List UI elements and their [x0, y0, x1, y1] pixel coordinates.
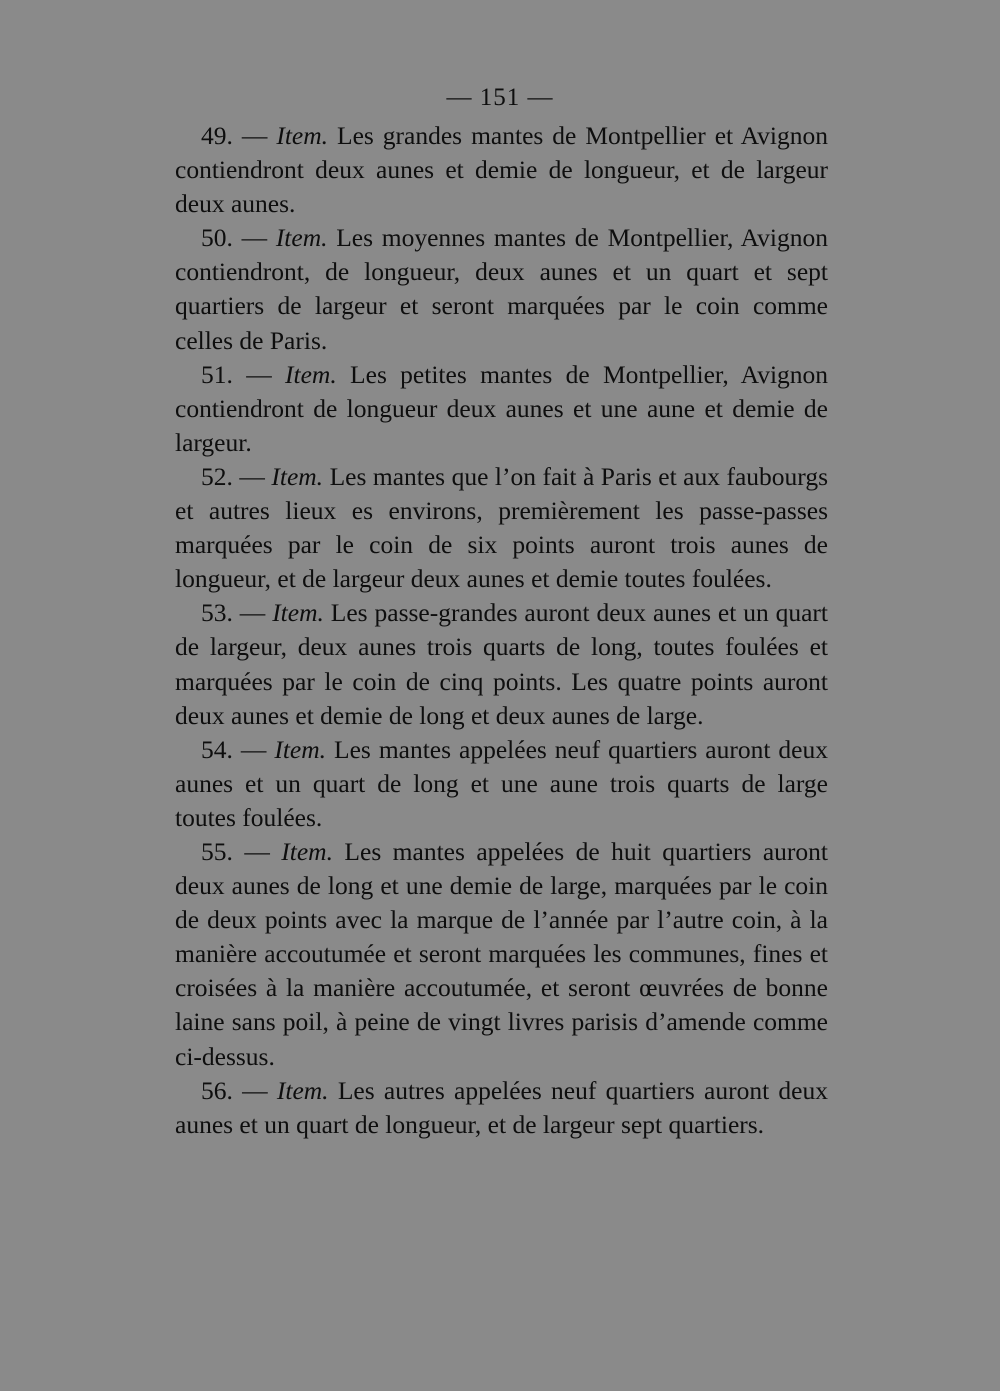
em-dash: —	[246, 359, 272, 389]
paragraph-text: Les mantes appelées de huit quartiers auront deux aunes de long et une demie de large, marquées par le coin de deux points avec la marque de l’année par l’autre coin, à la manière accoutumée et seront marquées les communes, fines et croisées à la manière accoutumée, et seront œuvrées de bonne laine sans poil, à peine de vingt livres parisis d’amende comme ci-dessus.	[175, 836, 829, 1071]
item-label: Item.	[271, 461, 324, 491]
item-label: Item.	[276, 1075, 329, 1105]
em-dash: —	[239, 598, 266, 628]
paragraph-text: Les grandes mantes de Montpellier et Avignon contiendront deux aunes et demie de longueur, et de largeur deux aunes.	[175, 121, 829, 219]
paragraph-55	[175, 835, 828, 1074]
paragraph-54	[175, 733, 828, 835]
item-label: Item.	[272, 598, 324, 628]
paragraph-number: 51.	[201, 359, 233, 389]
paragraph-text: Les mantes que l’on fait à Paris et aux faubourgs et autres lieux es environs, premièrement les passe-passes marquées par le coin de six points auront trois aunes de longueur, et de largeur deux aunes et demie toutes foulées.	[175, 461, 829, 594]
paragraph-51	[175, 358, 828, 460]
paragraph-number: 54.	[201, 734, 233, 764]
paragraph-number: 49.	[201, 121, 233, 150]
em-dash: —	[239, 461, 265, 491]
paragraph-50	[175, 221, 828, 357]
paragraph-number: 55.	[201, 836, 233, 866]
item-label: Item.	[281, 836, 333, 866]
paragraph-text: Les petites mantes de Montpellier, Avignon contiendront de longueur deux aunes et une aune et demie de largeur.	[175, 359, 829, 457]
em-dash: —	[242, 1075, 268, 1105]
paragraph-text: Les autres appelées neuf quartiers auront deux aunes et un quart de longueur, et de largeur sept quartiers.	[175, 1075, 829, 1139]
paragraph-52	[175, 460, 828, 596]
paragraph-number: 50.	[201, 223, 233, 253]
item-label: Item.	[285, 359, 337, 389]
document-body	[175, 119, 828, 1142]
paragraph-49	[175, 119, 828, 221]
paragraph-text: Les passe-grandes auront deux aunes et un quart de largeur, deux aunes trois quarts de long, toutes foulées et marquées par le coin de cinq points. Les quatre points auront deux aunes et demie de long et deux aunes de large.	[175, 598, 829, 730]
em-dash: —	[240, 734, 267, 764]
em-dash: —	[241, 121, 268, 150]
item-label: Item.	[274, 734, 327, 764]
paragraph-text: Les moyennes mantes de Montpellier, Avignon contiendront, de longueur, deux aunes et un quart et sept quartiers de largeur et seront marquées par le coin comme celles de Paris.	[175, 223, 828, 355]
paragraph-53	[175, 596, 828, 732]
item-label: Item.	[275, 223, 328, 253]
paragraph-56	[175, 1074, 828, 1142]
paragraph-number: 56.	[201, 1075, 233, 1105]
item-label: Item.	[276, 121, 329, 150]
paragraph-text: Les mantes appelées neuf quartiers auront deux aunes et un quart de long et une aune trois quarts de large toutes foulées.	[175, 734, 828, 832]
em-dash: —	[241, 223, 268, 253]
page-number: — 151 —	[446, 84, 554, 111]
paragraph-number: 53.	[201, 598, 233, 628]
em-dash: —	[244, 836, 270, 866]
paragraph-number: 52.	[201, 461, 233, 491]
